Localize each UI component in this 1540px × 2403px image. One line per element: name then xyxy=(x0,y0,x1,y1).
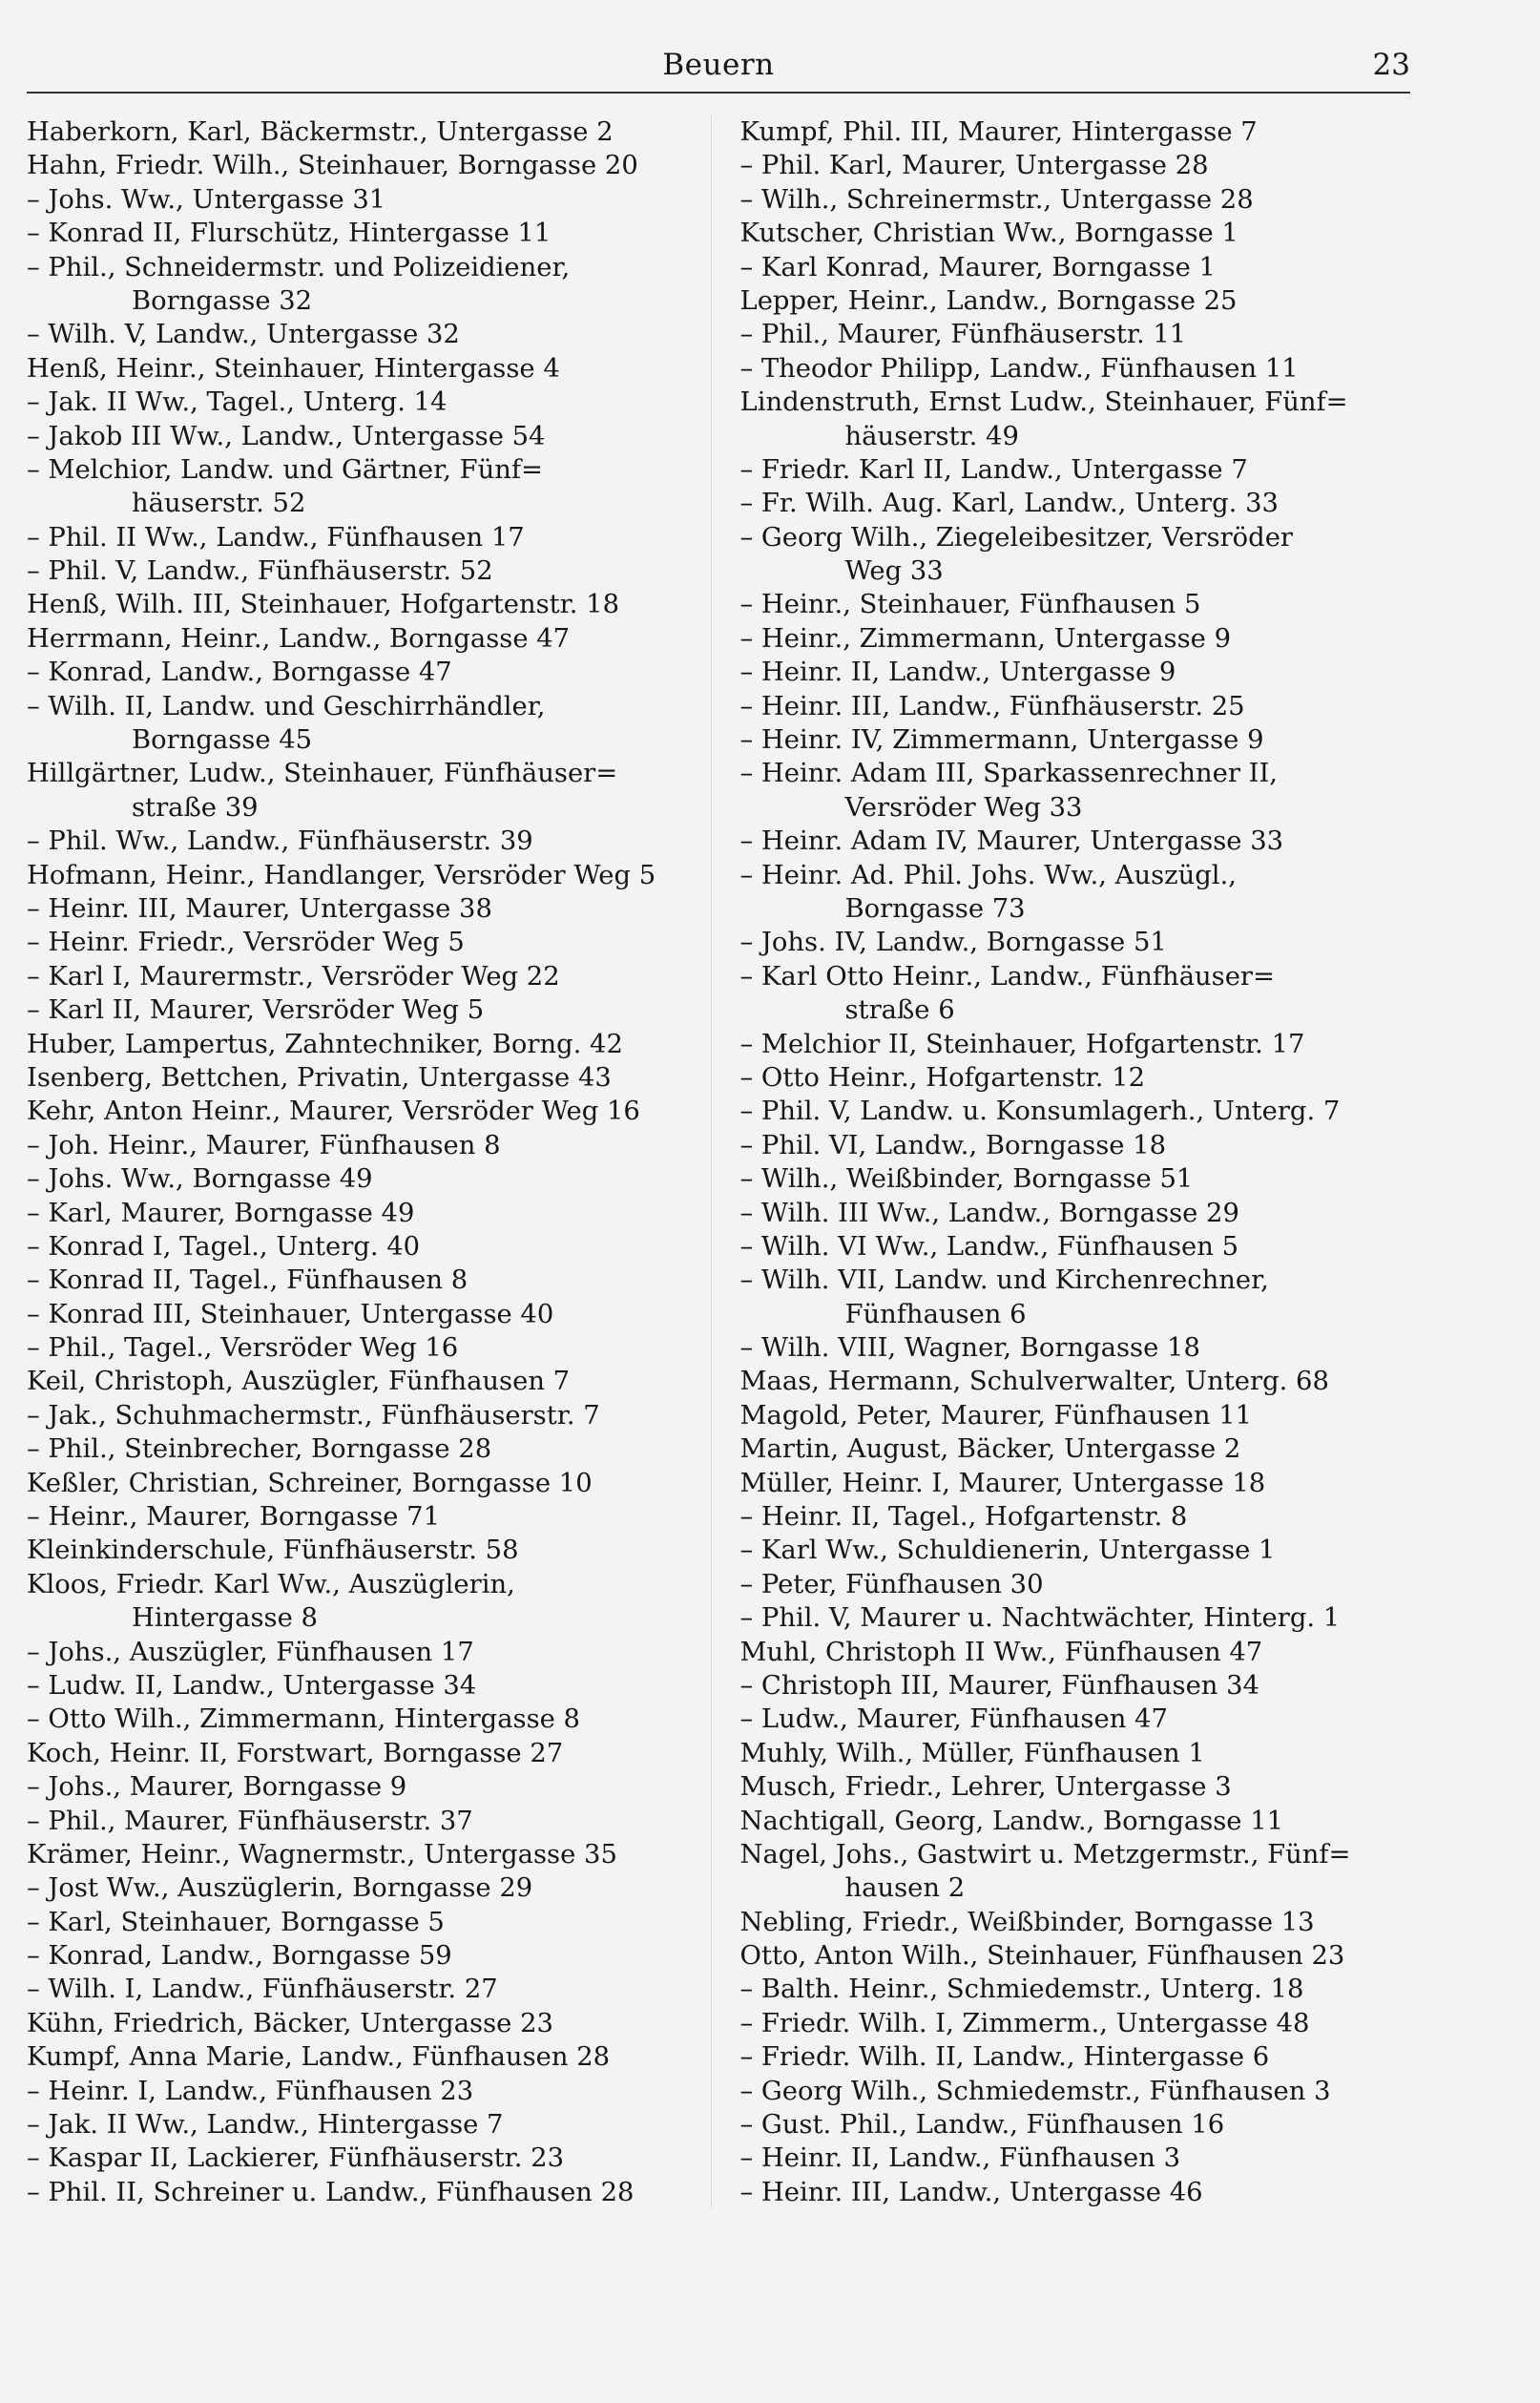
directory-entry: – Heinr., Steinhauer, Fünfhausen 5 xyxy=(739,590,1201,620)
directory-entry: Lepper, Heinr., Landw., Borngasse 25 xyxy=(739,285,1238,316)
directory-entry: – Wilh. II, Landw. und Geschirrhändler, xyxy=(27,691,546,721)
directory-entry: – Ludw., Maurer, Fünfhausen 47 xyxy=(739,1704,1168,1735)
directory-entry: Musch, Friedr., Lehrer, Untergasse 3 xyxy=(739,1772,1232,1803)
directory-entry: – Fr. Wilh. Aug. Karl, Landw., Unterg. 33 xyxy=(739,489,1279,519)
directory-entry: – Karl I, Maurermstr., Versröder Weg 22 xyxy=(27,961,560,992)
directory-entry: Herrmann, Heinr., Landw., Borngasse 47 xyxy=(27,623,571,654)
directory-entry: Kutscher, Christian Ww., Borngasse 1 xyxy=(739,219,1238,249)
directory-entry: – Phil. Karl, Maurer, Untergasse 28 xyxy=(739,151,1209,181)
entry-continuation-line: Borngasse 32 xyxy=(132,285,313,316)
directory-entry: Kehr, Anton Heinr., Maurer, Versröder Weg 16 xyxy=(27,1097,640,1127)
directory-entry: – Wilh. V, Landw., Untergasse 32 xyxy=(27,320,460,350)
directory-entry: – Phil. II Ww., Landw., Fünfhausen 17 xyxy=(27,522,525,553)
directory-entry: Muhly, Wilh., Müller, Fünfhausen 1 xyxy=(739,1738,1205,1768)
directory-entry: – Karl, Steinhauer, Borngasse 5 xyxy=(27,1907,445,1937)
directory-entry: – Heinr. Friedr., Versröder Weg 5 xyxy=(27,928,465,958)
directory-entry: – Wilh., Schreinermstr., Untergasse 28 xyxy=(739,184,1254,215)
directory-entry: – Johs., Auszügler, Fünfhausen 17 xyxy=(27,1637,474,1667)
directory-entry: Huber, Lampertus, Zahntechniker, Borng. 42 xyxy=(27,1029,623,1059)
directory-entry: – Konrad II, Flurschütz, Hintergasse 11 xyxy=(27,219,551,249)
entry-continuation-line: Borngasse 73 xyxy=(844,893,1026,924)
directory-entry: Otto, Anton Wilh., Steinhauer, Fünfhausen 23 xyxy=(739,1941,1345,1972)
directory-entry: Nagel, Johs., Gastwirt u. Metzgermstr., Fünf= xyxy=(739,1839,1351,1870)
directory-entry: – Heinr., Maurer, Borngasse 71 xyxy=(27,1502,441,1533)
directory-entry: Hofmann, Heinr., Handlanger, Versröder Weg 5 xyxy=(27,860,656,890)
directory-entry: – Georg Wilh., Schmiedemstr., Fünfhausen 3 xyxy=(739,2076,1331,2106)
directory-entry: – Otto Wilh., Zimmermann, Hintergasse 8 xyxy=(27,1704,580,1735)
directory-entry: – Heinr., Zimmermann, Untergasse 9 xyxy=(739,623,1231,654)
directory-entry: – Phil. V, Maurer u. Nachtwächter, Hinterg. 1 xyxy=(739,1603,1341,1634)
directory-entry: Nebling, Friedr., Weißbinder, Borngasse 13 xyxy=(739,1907,1315,1937)
entry-continuation-line: straße 39 xyxy=(132,792,259,823)
page-title: Beuern xyxy=(662,48,775,82)
directory-entry: – Joh. Heinr., Maurer, Fünfhausen 8 xyxy=(27,1130,501,1160)
entry-continuation-line: Fünfhausen 6 xyxy=(844,1299,1027,1329)
entry-continuation-line: straße 6 xyxy=(844,995,955,1026)
directory-entry: – Ludw. II, Landw., Untergasse 34 xyxy=(27,1670,477,1701)
directory-entry: – Johs., Maurer, Borngasse 9 xyxy=(27,1772,407,1803)
directory-entry: Krämer, Heinr., Wagnermstr., Untergasse 35 xyxy=(27,1839,617,1870)
right-column xyxy=(740,115,1411,2209)
directory-entry: – Heinr. III, Landw., Fünfhäuserstr. 25 xyxy=(739,691,1245,721)
directory-entry: – Johs. IV, Landw., Borngasse 51 xyxy=(739,928,1167,958)
directory-entry: – Jak., Schuhmachermstr., Fünfhäuserstr. 7 xyxy=(27,1400,600,1431)
directory-entry: Hahn, Friedr. Wilh., Steinhauer, Borngasse 20 xyxy=(27,151,638,181)
directory-entry: Müller, Heinr. I, Maurer, Untergasse 18 xyxy=(739,1468,1266,1498)
directory-entry: – Friedr. Karl II, Landw., Untergasse 7 xyxy=(739,454,1248,485)
directory-entry: – Jak. II Ww., Tagel., Unterg. 14 xyxy=(27,387,447,418)
directory-entry: – Christoph III, Maurer, Fünfhausen 34 xyxy=(739,1670,1259,1701)
directory-entry: – Peter, Fünfhausen 30 xyxy=(739,1569,1044,1599)
directory-entry: – Wilh., Weißbinder, Borngasse 51 xyxy=(739,1164,1194,1195)
directory-entry: – Johs. Ww., Untergasse 31 xyxy=(27,184,386,215)
directory-entry: Koch, Heinr. II, Forstwart, Borngasse 27 xyxy=(27,1738,564,1768)
directory-entry: – Karl Ww., Schuldienerin, Untergasse 1 xyxy=(739,1536,1276,1566)
running-head xyxy=(27,44,1410,94)
directory-entry: – Karl Otto Heinr., Landw., Fünfhäuser= xyxy=(739,961,1275,992)
directory-entry: – Wilh. III Ww., Landw., Borngasse 29 xyxy=(739,1198,1239,1228)
directory-entry: – Phil., Maurer, Fünfhäuserstr. 37 xyxy=(27,1806,473,1836)
directory-entry: – Heinr. II, Tagel., Hofgartenstr. 8 xyxy=(739,1502,1188,1533)
directory-entry: – Heinr. Adam IV, Maurer, Untergasse 33 xyxy=(739,826,1284,857)
directory-entry: – Heinr. III, Maurer, Untergasse 38 xyxy=(27,893,492,924)
directory-entry: Henß, Heinr., Steinhauer, Hintergasse 4 xyxy=(27,353,560,384)
directory-entry: – Phil. V, Landw., Fünfhäuserstr. 52 xyxy=(27,556,493,587)
directory-entry: – Karl Konrad, Maurer, Borngasse 1 xyxy=(739,252,1216,282)
entry-continuation-line: Borngasse 45 xyxy=(132,725,313,756)
directory-entry: – Karl II, Maurer, Versröder Weg 5 xyxy=(27,995,485,1026)
directory-entry: – Heinr. II, Landw., Fünfhausen 3 xyxy=(739,2143,1181,2174)
directory-entry: – Heinr. IV, Zimmermann, Untergasse 9 xyxy=(739,725,1264,756)
directory-entry: – Phil., Maurer, Fünfhäuserstr. 11 xyxy=(739,320,1187,350)
directory-entry: Kühn, Friedrich, Bäcker, Untergasse 23 xyxy=(27,2008,553,2038)
entry-continuation-line: Versröder Weg 33 xyxy=(844,792,1083,823)
directory-entry: Isenberg, Bettchen, Privatin, Untergasse 43 xyxy=(27,1062,612,1093)
directory-entry: – Melchior, Landw. und Gärtner, Fünf= xyxy=(27,454,544,485)
directory-entry: – Phil. VI, Landw., Borngasse 18 xyxy=(739,1130,1167,1160)
directory-entry: – Phil. Ww., Landw., Fünfhäuserstr. 39 xyxy=(27,826,533,857)
directory-entry: – Karl, Maurer, Borngasse 49 xyxy=(27,1198,415,1228)
directory-entry: Kumpf, Anna Marie, Landw., Fünfhausen 28 xyxy=(27,2042,611,2073)
directory-entry: Keil, Christoph, Auszügler, Fünfhausen 7 xyxy=(27,1367,571,1397)
directory-entry: – Phil. II, Schreiner u. Landw., Fünfhausen 28 xyxy=(27,2177,635,2207)
directory-entry: – Konrad, Landw., Borngasse 47 xyxy=(27,658,452,688)
directory-entry: – Gust. Phil., Landw., Fünfhausen 16 xyxy=(739,2110,1225,2141)
directory-entry: Kumpf, Phil. III, Maurer, Hintergasse 7 xyxy=(739,117,1258,147)
entry-continuation-line: häuserstr. 49 xyxy=(844,421,1019,451)
directory-entry: – Wilh. VIII, Wagner, Borngasse 18 xyxy=(739,1333,1200,1364)
directory-entry: – Konrad, Landw., Borngasse 59 xyxy=(27,1941,452,1972)
columns xyxy=(27,115,1410,2209)
directory-entry: – Georg Wilh., Ziegeleibesitzer, Versröder xyxy=(739,522,1293,553)
page-number: 23 xyxy=(1372,48,1410,82)
directory-entry: – Konrad III, Steinhauer, Untergasse 40 xyxy=(27,1299,554,1329)
directory-entry: – Heinr. I, Landw., Fünfhausen 23 xyxy=(27,2076,474,2106)
directory-entry: Henß, Wilh. III, Steinhauer, Hofgartenstr. 18 xyxy=(27,590,620,620)
entry-continuation-line: hausen 2 xyxy=(844,1873,966,1904)
directory-entry: – Jakob III Ww., Landw., Untergasse 54 xyxy=(27,421,546,451)
directory-entry: Lindenstruth, Ernst Ludw., Steinhauer, Fünf= xyxy=(739,387,1348,418)
directory-entry: – Wilh. I, Landw., Fünfhäuserstr. 27 xyxy=(27,1975,498,2005)
entry-continuation-line: häuserstr. 52 xyxy=(132,489,306,519)
entry-continuation-line: Weg 33 xyxy=(844,556,944,587)
directory-entry: – Phil., Schneidermstr. und Polizeidiener, xyxy=(27,252,571,282)
directory-entry: – Jak. II Ww., Landw., Hintergasse 7 xyxy=(27,2110,504,2141)
directory-entry: Haberkorn, Karl, Bäckermstr., Untergasse 2 xyxy=(27,117,614,147)
entry-continuation-line: Hintergasse 8 xyxy=(132,1603,318,1634)
directory-entry: – Wilh. VII, Landw. und Kirchenrechner, xyxy=(739,1265,1269,1296)
directory-entry: – Konrad II, Tagel., Fünfhausen 8 xyxy=(27,1265,468,1296)
directory-entry: Hillgärtner, Ludw., Steinhauer, Fünfhäuser= xyxy=(27,759,618,789)
directory-entry: Muhl, Christoph II Ww., Fünfhausen 47 xyxy=(739,1637,1263,1667)
directory-entry: – Konrad I, Tagel., Unterg. 40 xyxy=(27,1231,421,1262)
directory-entry: – Heinr. Adam III, Sparkassenrechner II, xyxy=(739,759,1278,789)
directory-entry: Kleinkinderschule, Fünfhäuserstr. 58 xyxy=(27,1536,519,1566)
directory-entry: – Jost Ww., Auszüglerin, Borngasse 29 xyxy=(27,1873,533,1904)
directory-entry: – Friedr. Wilh. I, Zimmerm., Untergasse 48 xyxy=(739,2008,1310,2038)
directory-entry: – Johs. Ww., Borngasse 49 xyxy=(27,1164,373,1195)
directory-entry: – Theodor Philipp, Landw., Fünfhausen 11 xyxy=(739,353,1299,384)
directory-entry: – Balth. Heinr., Schmiedemstr., Unterg. 18 xyxy=(739,1975,1304,2005)
directory-entry: – Kaspar II, Lackierer, Fünfhäuserstr. 23 xyxy=(27,2143,565,2174)
directory-entry: Martin, August, Bäcker, Untergasse 2 xyxy=(739,1434,1241,1465)
directory-entry: – Friedr. Wilh. II, Landw., Hintergasse 6 xyxy=(739,2042,1270,2073)
directory-entry: Kloos, Friedr. Karl Ww., Auszüglerin, xyxy=(27,1569,515,1599)
directory-entry: Nachtigall, Georg, Landw., Borngasse 11 xyxy=(739,1806,1284,1836)
directory-entry: – Phil., Steinbrecher, Borngasse 28 xyxy=(27,1434,492,1465)
directory-entry: – Heinr. II, Landw., Untergasse 9 xyxy=(739,658,1176,688)
directory-entry: Keßler, Christian, Schreiner, Borngasse 10 xyxy=(27,1468,593,1498)
directory-entry: Magold, Peter, Maurer, Fünfhausen 11 xyxy=(739,1400,1253,1431)
directory-entry: – Phil. V, Landw. u. Konsumlagerh., Unterg. 7 xyxy=(739,1097,1341,1127)
directory-entry: – Phil., Tagel., Versröder Weg 16 xyxy=(27,1333,459,1364)
directory-entry: Maas, Hermann, Schulverwalter, Unterg. 68 xyxy=(739,1367,1329,1397)
directory-entry: – Wilh. VI Ww., Landw., Fünfhausen 5 xyxy=(739,1231,1239,1262)
directory-entry: – Heinr. III, Landw., Untergasse 46 xyxy=(739,2177,1203,2207)
directory-entry: – Melchior II, Steinhauer, Hofgartenstr. 17 xyxy=(739,1029,1305,1059)
directory-entry: – Heinr. Ad. Phil. Johs. Ww., Auszügl., xyxy=(739,860,1237,890)
directory-entry: – Otto Heinr., Hofgartenstr. 12 xyxy=(739,1062,1146,1093)
left-column xyxy=(27,115,712,2209)
